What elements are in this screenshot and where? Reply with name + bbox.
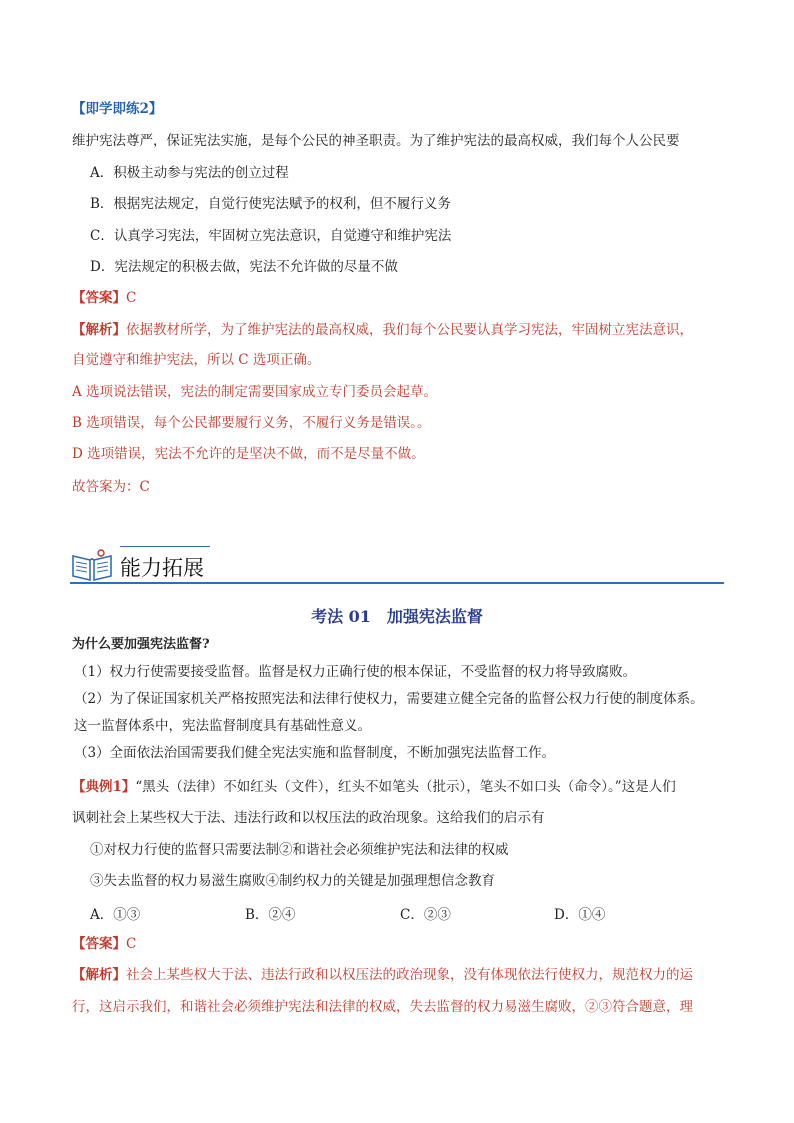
analysis-text: 依据教材所学，为了维护宪法的最高权威，我们每个公民要认真学习宪法，牢固树立宪法意识， bbox=[126, 322, 693, 338]
example-statements-1: ①对权力行使的监督只需要法制②和谐社会必须维护宪法和法律的权威 bbox=[90, 842, 509, 858]
practice-analysis-b: B 选项错误，每个公民都要履行义务，不履行义务是错误。。 bbox=[72, 415, 431, 431]
practice-analysis-line2: 自觉遵守和维护宪法，所以 C 选项正确。 bbox=[72, 352, 321, 368]
section-header bbox=[70, 544, 724, 584]
practice-tag: 【即学即练2】 bbox=[72, 101, 163, 117]
practice-analysis-a: A 选项说法错误，宪法的制定需要国家成立专门委员会起草。 bbox=[72, 384, 438, 400]
section-rule bbox=[70, 582, 724, 584]
section-title: 能力拓展 bbox=[120, 556, 204, 580]
example-answer-tag: 【答案】 bbox=[72, 936, 126, 952]
choice-c: C．②③ bbox=[400, 907, 451, 923]
example-answer bbox=[72, 934, 136, 954]
example-analysis-line1 bbox=[72, 965, 693, 985]
kaofa-point-2: （2）为了保证国家机关严格按照宪法和法律行使权力，需要建立健全完备的监督公权力行使的制度体系。 bbox=[74, 691, 704, 707]
kaofa-point-3: （3）全面依法治国需要我们健全宪法实施和监督制度，不断加强宪法监督工作。 bbox=[74, 745, 556, 761]
practice-option-c: C．认真学习宪法，牢固树立宪法意识，自觉遵守和维护宪法 bbox=[90, 228, 452, 244]
answer-value: C bbox=[126, 290, 137, 306]
practice-question: 维护宪法尊严，保证宪法实施，是每个公民的神圣职责。为了维护宪法的最高权威，我们每个人公民要 bbox=[72, 133, 680, 149]
practice-option-b: B．根据宪法规定，自觉行使宪法赋予的权利，但不履行义务 bbox=[90, 196, 451, 212]
book-icon bbox=[70, 548, 114, 582]
choice-b: B．②④ bbox=[245, 907, 296, 923]
answer-tag: 【答案】 bbox=[72, 290, 126, 306]
practice-final-answer: 故答案为：C bbox=[72, 479, 150, 495]
choice-d: D．①④ bbox=[554, 907, 606, 923]
example-tag: 【典例1】 bbox=[72, 779, 136, 795]
practice-analysis-line1 bbox=[72, 320, 693, 340]
practice-analysis-d: D 选项错误，宪法不允许的是坚决不做，而不是尽量不做。 bbox=[72, 446, 425, 462]
kaofa-question: 为什么要加强宪法监督? bbox=[72, 637, 210, 652]
practice-option-d: D．宪法规定的积极去做，宪法不允许做的尽量不做 bbox=[90, 259, 398, 275]
example-statements-2: ③失去监督的权力易滋生腐败④制约权力的关键是加强理想信念教育 bbox=[90, 873, 495, 889]
example-answer-value: C bbox=[126, 936, 137, 952]
example-line2: 讽刺社会上某些权大于法、违法行政和以权压法的政治现象。这给我们的启示有 bbox=[72, 810, 545, 826]
example-line1 bbox=[72, 777, 676, 797]
practice-option-a: A．积极主动参与宪法的创立过程 bbox=[90, 165, 289, 181]
example-analysis-tag: 【解析】 bbox=[72, 967, 126, 983]
analysis-tag: 【解析】 bbox=[72, 322, 126, 338]
example-analysis-line2: 行，这启示我们，和谐社会必须维护宪法和法律的权威，失去监督的权力易滋生腐败，②③符合题意，理 bbox=[72, 999, 693, 1015]
practice-answer bbox=[72, 288, 136, 308]
kaofa-point-1: （1）权力行使需要接受监督。监督是权力正确行使的根本保证，不受监督的权力将导致腐败。 bbox=[74, 664, 637, 680]
kaofa-point-2b: 这一监督体系中，宪法监督制度具有基础性意义。 bbox=[74, 718, 371, 734]
section-dash bbox=[120, 546, 210, 547]
example-analysis-text: 社会上某些权大于法、违法行政和以权压法的政治现象，没有体现依法行使权力，规范权力的运 bbox=[126, 967, 693, 983]
kaofa-title: 考法 01 加强宪法监督 bbox=[311, 607, 483, 626]
example-text: “黑头（法律）不如红头（文件），红头不如笔头（批示），笔头不如口头（命令）。”这是人们 bbox=[135, 779, 676, 795]
choice-a: A．①③ bbox=[90, 907, 141, 923]
